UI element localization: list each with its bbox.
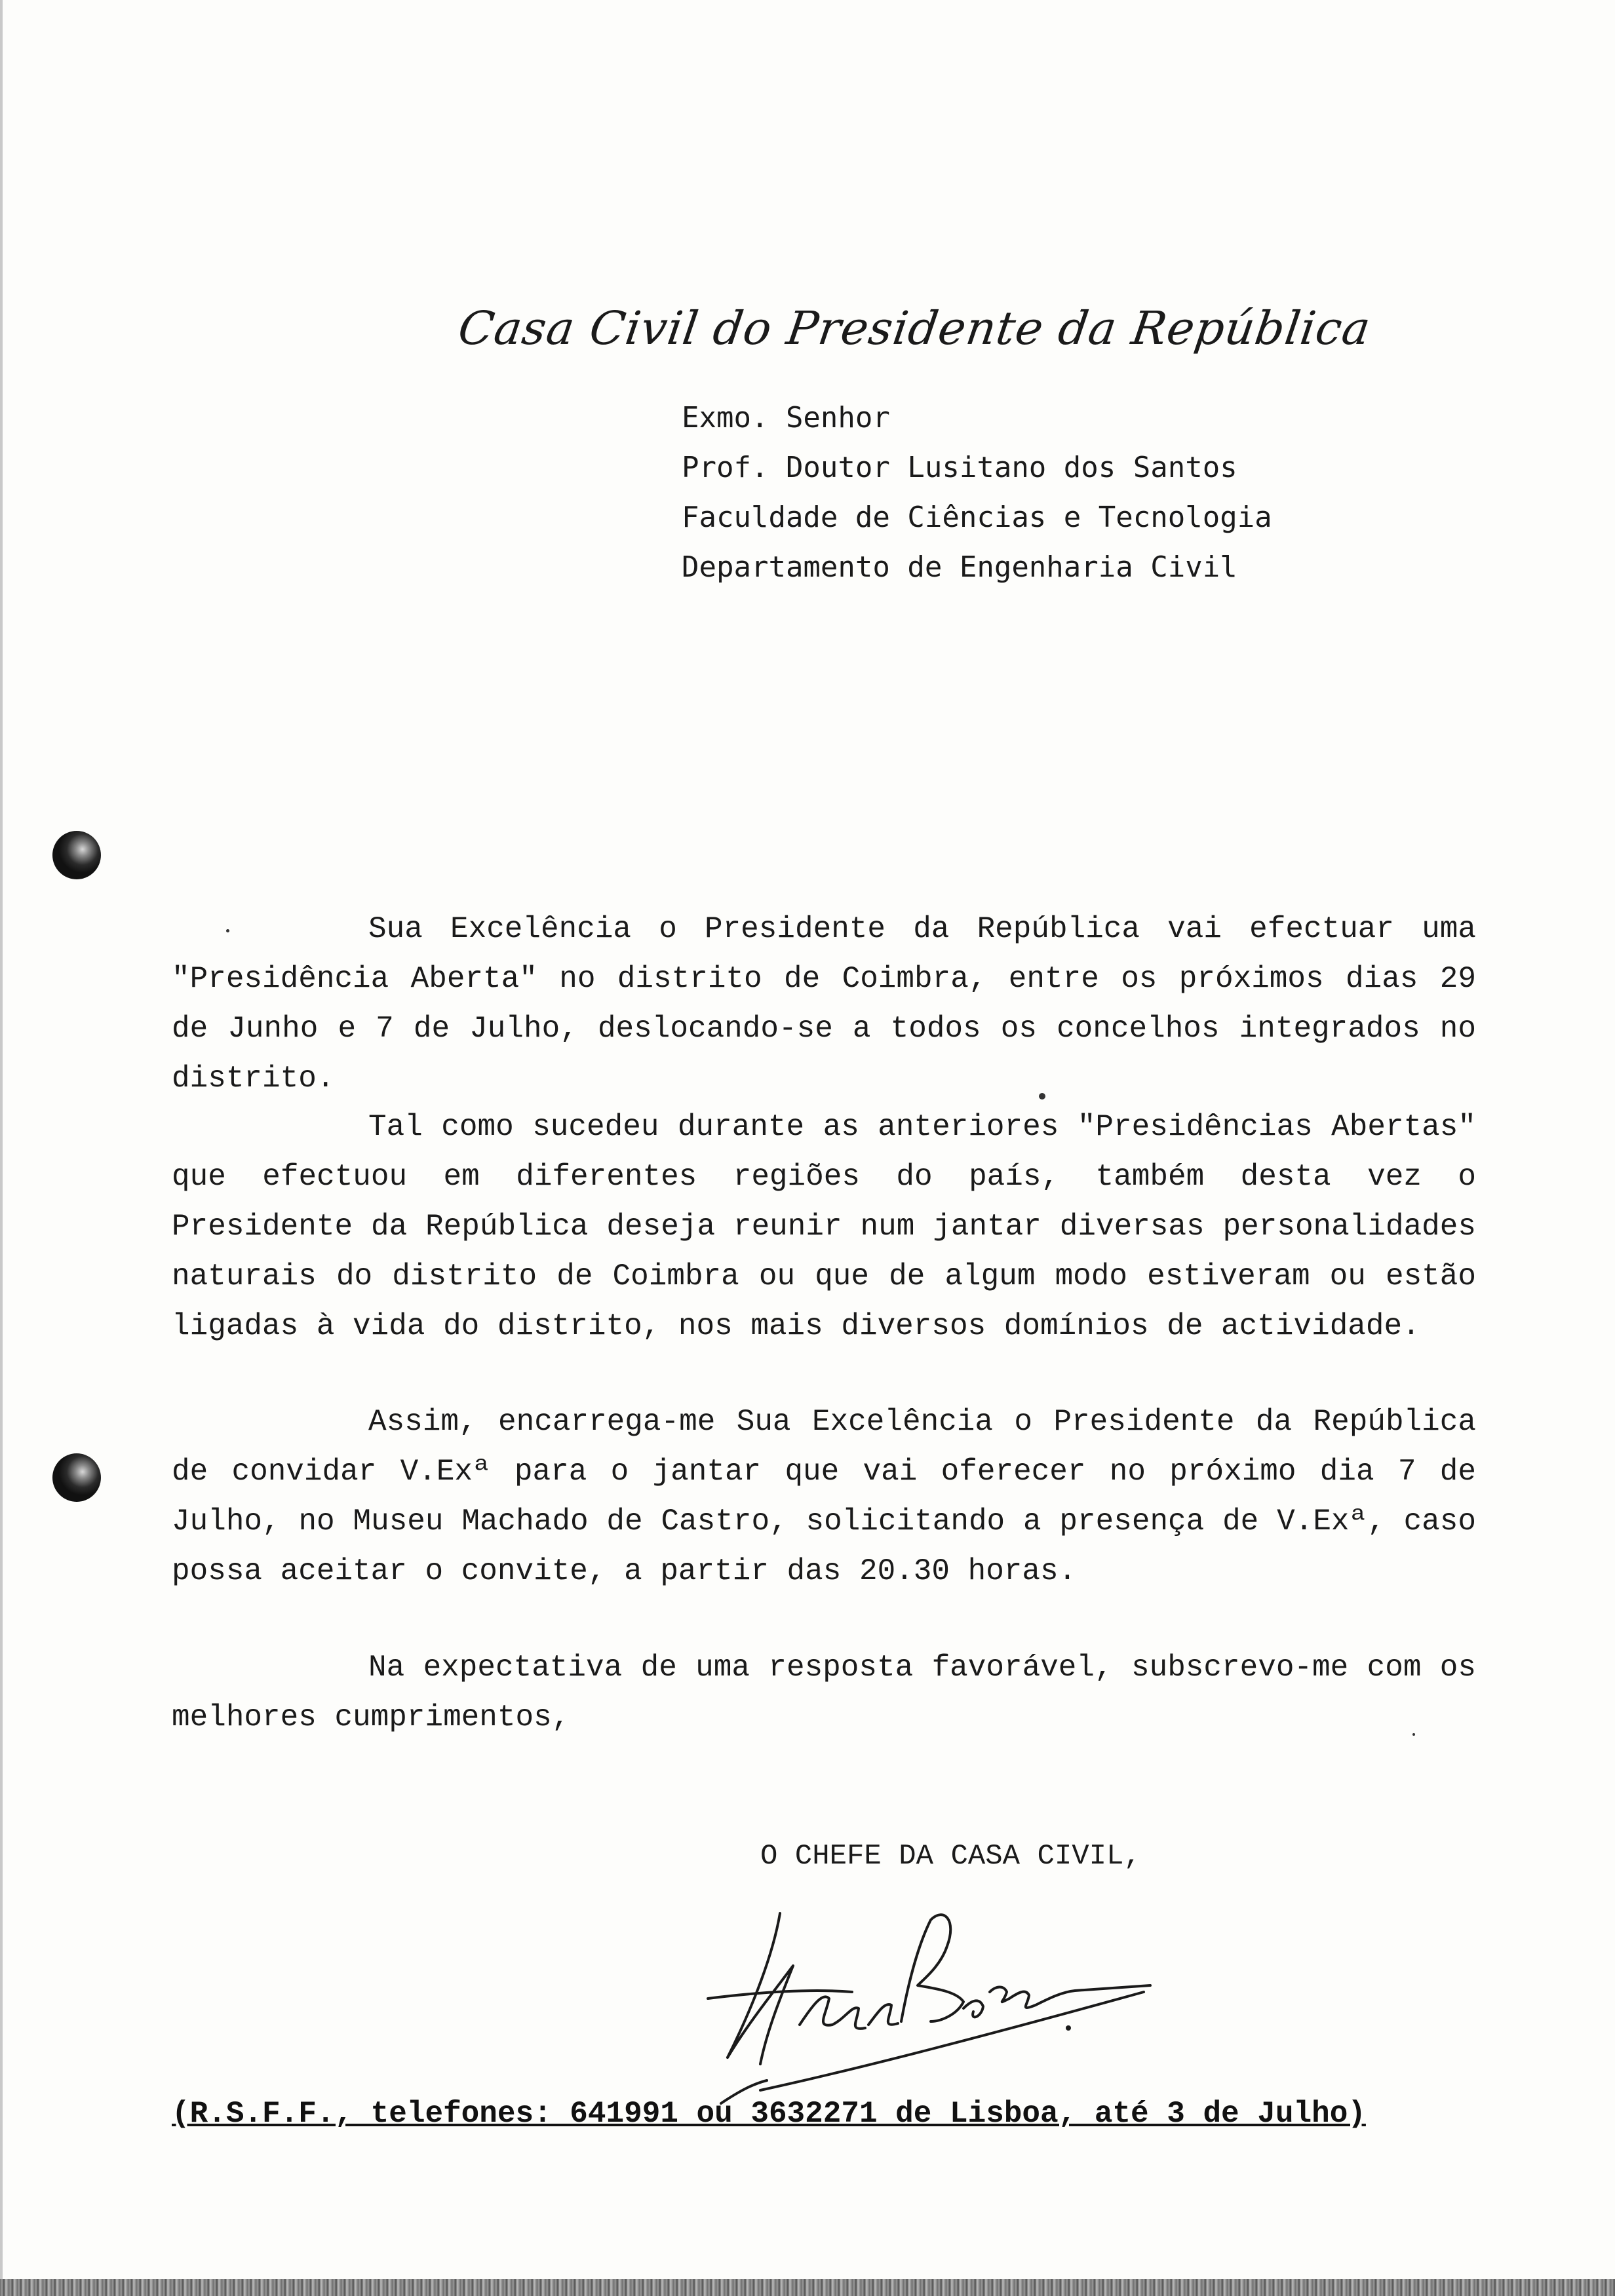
punch-hole-bottom [52, 1453, 101, 1502]
punch-hole-top [52, 831, 101, 879]
paragraph-text: Tal como sucedeu durante as anteriores "Presidências Abertas" que efectuou em diferentes regiões do país, também desta vez o Presidente da República deseja reunir num jantar diversas personalidades naturais do distrito de Coimbra ou que de algum modo estiveram ou estão ligadas à vida do distrito, nos mais diversos domínios de actividade. [172, 1110, 1476, 1343]
paper-speck [1039, 1093, 1045, 1100]
body-paragraph-3 [172, 1397, 1476, 1596]
handwritten-signature [682, 1894, 1154, 2116]
recipient-address [682, 393, 1272, 592]
paragraph-text: Assim, encarrega-me Sua Excelência o Presidente da República de convidar V.Exª para o jantar que vai oferecer no próximo dia 7 de Julho, no Museu Machado de Castro, solicitando a presença de V.Exª, caso possa aceitar o convite, a partir das 20.30 horas. [172, 1405, 1476, 1588]
scan-edge [0, 0, 3, 2296]
paragraph-text: Sua Excelência o Presidente da República vai efectuar uma "Presidência Aberta" no distrito de Coimbra, entre os próximos dias 29 de Junho e 7 de Julho, deslocando-se a todos os concelhos integrados no distrito. [172, 912, 1476, 1096]
recipient-line-faculty: Faculdade de Ciências e Tecnologia [682, 501, 1272, 534]
recipient-line-department: Departamento de Engenharia Civil [682, 550, 1237, 584]
body-paragraph-4 [172, 1643, 1476, 1742]
paper-speck [1412, 1733, 1415, 1736]
paragraph-text: Na expectativa de uma resposta favorável, subscrevo-me com os melhores cumprimentos, [172, 1651, 1476, 1734]
footer-rsvp-note: (R.S.F.F., telefones: 641991 ou 3632271 de Lisboa, até 3 de Julho) [172, 2097, 1366, 2131]
body-paragraph-1 [172, 904, 1476, 1103]
recipient-line-salutation: Exmo. Senhor [682, 401, 890, 434]
letterhead-title: Casa Civil do Presidente da República [455, 301, 1374, 355]
signoff-title: O CHEFE DA CASA CIVIL, [760, 1840, 1141, 1873]
recipient-line-name: Prof. Doutor Lusitano dos Santos [682, 451, 1237, 484]
scan-noise-strip [0, 2279, 1615, 2296]
paper-speck [226, 929, 229, 932]
body-paragraph-2 [172, 1102, 1476, 1351]
